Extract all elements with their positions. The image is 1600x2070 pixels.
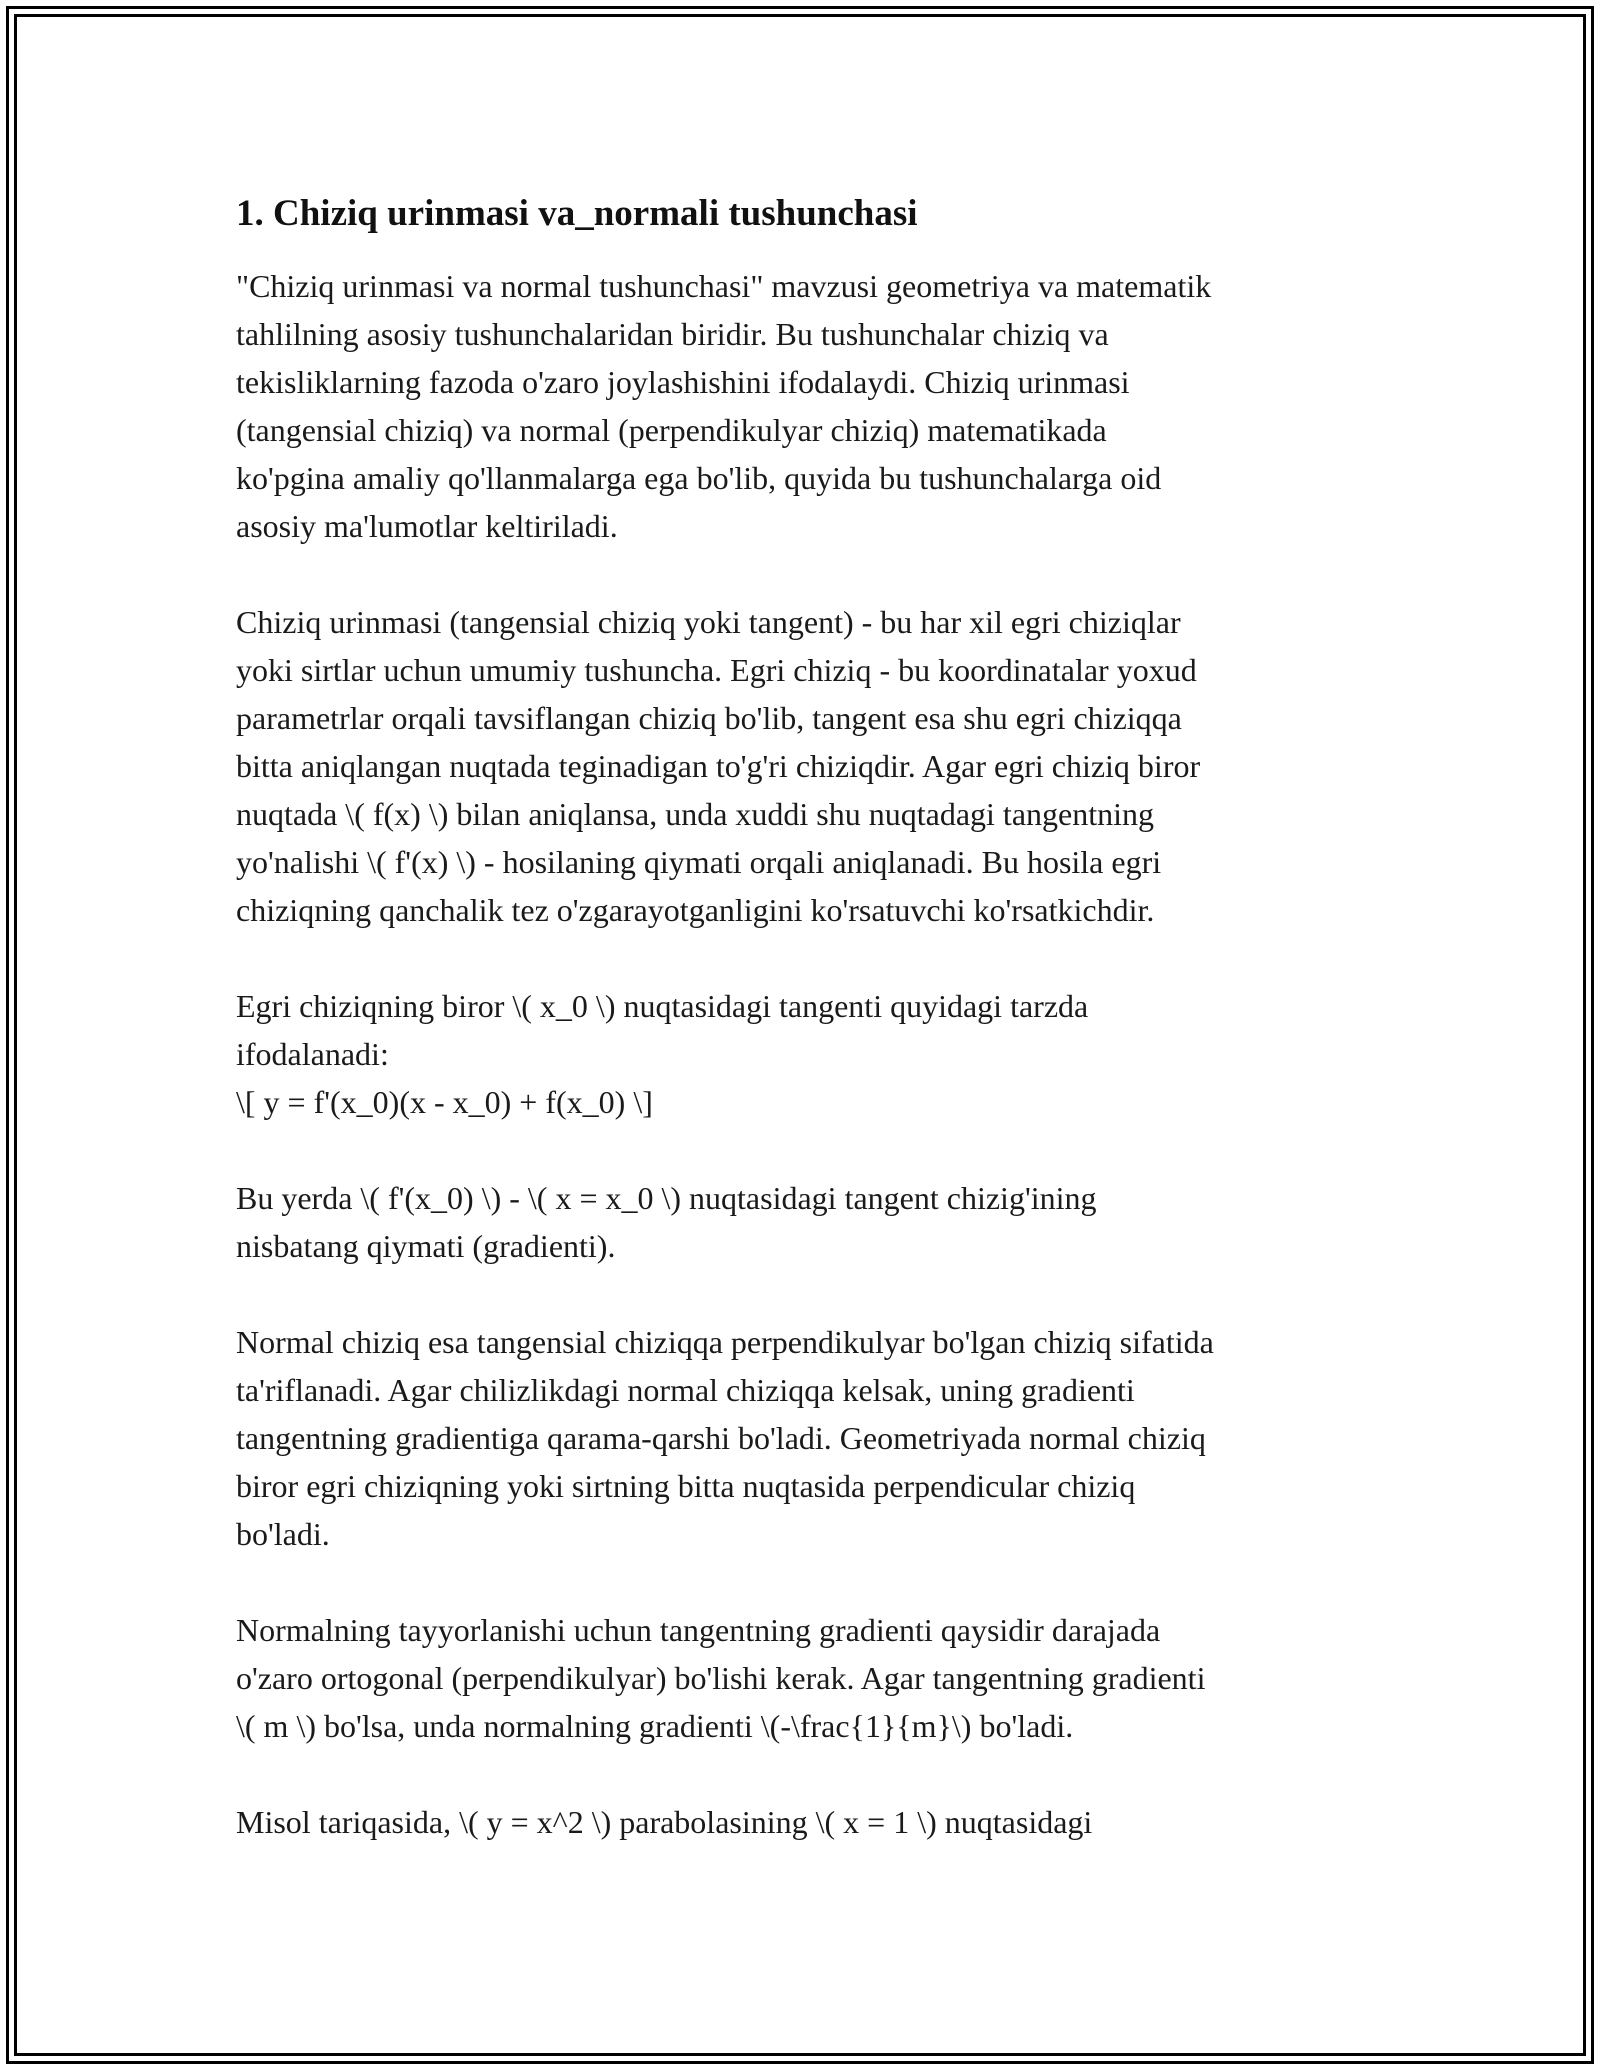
text-line: o'zaro ortogonal (perpendikulyar) bo'lishi kerak. Agar tangentning gradienti	[236, 1660, 1206, 1696]
text-line: yo'nalishi \( f'(x) \) - hosilaning qiymati orqali aniqlanadi. Bu hosila egri	[236, 844, 1162, 880]
document-body	[236, 186, 1366, 1846]
text-line: tahlilning asosiy tushunchalaridan biridir. Bu tushunchalar chiziq va	[236, 316, 1109, 352]
text-line: ifodalanadi:	[236, 1036, 389, 1072]
text-line: nisbatang qiymati (gradienti).	[236, 1228, 616, 1264]
formula-line: \[ y = f'(x_0)(x - x_0) + f(x_0) \]	[236, 1084, 653, 1120]
text-line: biror egri chiziqning yoki sirtning bitta nuqtasida perpendicular chiziq	[236, 1468, 1136, 1504]
text-line: Chiziq urinmasi (tangensial chiziq yoki tangent) - bu har xil egri chiziqlar	[236, 604, 1181, 640]
text-line: yoki sirtlar uchun umumiy tushuncha. Egri chiziq - bu koordinatalar yoxud	[236, 652, 1197, 688]
text-line: tekisliklarning fazoda o'zaro joylashishini ifodalaydi. Chiziq urinmasi	[236, 364, 1130, 400]
section-heading: 1. Chiziq urinmasi va_normali tushunchasi	[236, 193, 918, 234]
text-line: tangentning gradientiga qarama-qarshi bo'ladi. Geometriyada normal chiziq	[236, 1420, 1206, 1456]
paragraph-example	[236, 1798, 1366, 1846]
paragraph-tangent-definition	[236, 598, 1366, 934]
paragraph-normal-gradient	[236, 1606, 1366, 1750]
text-line: ta'riflanadi. Agar chilizlikdagi normal chiziqqa kelsak, uning gradienti	[236, 1372, 1135, 1408]
text-line: Normalning tayyorlanishi uchun tangentning gradienti qaysidir darajada	[236, 1612, 1161, 1648]
text-line: Egri chiziqning biror \( x_0 \) nuqtasidagi tangenti quyidagi tarzda	[236, 988, 1089, 1024]
text-line: ko'pgina amaliy qo'llanmalarga ega bo'lib, quyida bu tushunchalarga oid	[236, 460, 1162, 496]
text-line: chiziqning qanchalik tez o'zgarayotganligini ko'rsatuvchi ko'rsatkichdir.	[236, 892, 1155, 928]
text-line: \( m \) bo'lsa, unda normalning gradienti \(-\frac{1}{m}\) bo'ladi.	[236, 1708, 1074, 1744]
text-line: bo'ladi.	[236, 1516, 330, 1552]
paragraph-normal-definition	[236, 1318, 1366, 1558]
text-line: Misol tariqasida, \( y = x^2 \) parabolasining \( x = 1 \) nuqtasidagi	[236, 1804, 1093, 1840]
text-line: "Chiziq urinmasi va normal tushunchasi" mavzusi geometriya va matematik	[236, 268, 1212, 304]
paragraph-tangent-formula	[236, 982, 1366, 1126]
text-line: (tangensial chiziq) va normal (perpendikulyar chiziq) matematikada	[236, 412, 1107, 448]
text-line: parametrlar orqali tavsiflangan chiziq bo'lib, tangent esa shu egri chiziqqa	[236, 700, 1182, 736]
text-line: Normal chiziq esa tangensial chiziqqa perpendikulyar bo'lgan chiziq sifatida	[236, 1324, 1214, 1360]
paragraph-gradient-note	[236, 1174, 1366, 1270]
text-line: bitta aniqlangan nuqtada teginadigan to'g'ri chiziqdir. Agar egri chiziq biror	[236, 748, 1201, 784]
text-line: nuqtada \( f(x) \) bilan aniqlansa, unda xuddi shu nuqtadagi tangentning	[236, 796, 1154, 832]
paragraph-intro	[236, 262, 1366, 550]
text-line: asosiy ma'lumotlar keltiriladi.	[236, 508, 618, 544]
text-line: Bu yerda \( f'(x_0) \) - \( x = x_0 \) nuqtasidagi tangent chizig'ining	[236, 1180, 1097, 1216]
